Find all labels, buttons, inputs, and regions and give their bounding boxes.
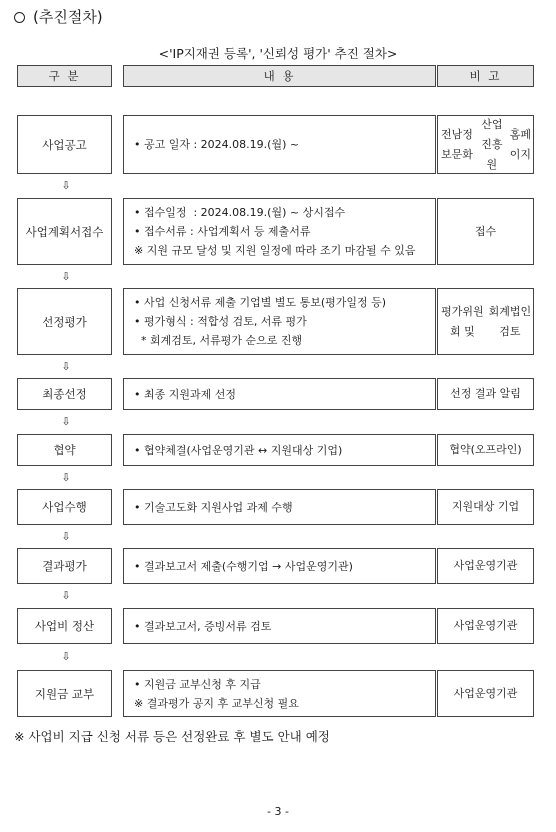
content-line: ※ 지원 규모 달성 및 지원 일정에 따라 조기 마감될 수 있음 xyxy=(134,244,416,257)
text-line: 결과평가 xyxy=(42,559,87,573)
content-line: • 지원금 교부신청 후 지급 xyxy=(134,677,261,691)
circle-bullet-icon xyxy=(14,12,25,23)
content-line: • 결과보고서, 증빙서류 검토 xyxy=(134,619,272,633)
text-line: 최종선정 xyxy=(42,387,87,401)
step-content xyxy=(123,288,436,355)
step-content xyxy=(123,489,436,525)
down-arrow-icon: ⇩ xyxy=(61,470,71,484)
step-content xyxy=(123,608,436,644)
text-line: 산업진흥원 xyxy=(481,117,503,171)
step-label xyxy=(17,434,112,466)
content-line: • 협약체결(사업운영기관 ↔ 지원대상 기업) xyxy=(134,443,343,457)
page-number: - 3 - xyxy=(267,805,289,818)
content-line: • 사업 신청서류 제출 기업별 별도 통보(평가일정 등) xyxy=(134,296,387,309)
content-line: • 기술고도화 지원사업 과제 수행 xyxy=(134,500,293,514)
step-label xyxy=(17,489,112,525)
step-note xyxy=(437,489,534,525)
footnote: ※ 사업비 지급 신청 서류 등은 선정완료 후 별도 안내 예정 xyxy=(14,729,330,744)
step-note xyxy=(437,288,534,355)
section-title: (추진절차) xyxy=(14,6,103,27)
content-line: • 평가형식 : 적합성 검토, 서류 평가 xyxy=(134,315,307,328)
step-content xyxy=(123,378,436,410)
text-line: 전남정보문화 xyxy=(441,127,473,161)
content-line: • 최종 지원과제 선정 xyxy=(134,387,236,401)
text-line: 지원대상 기업 xyxy=(451,500,520,513)
step-content xyxy=(123,434,436,466)
content-line: ※ 결과평가 공지 후 교부신청 필요 xyxy=(134,696,299,710)
down-arrow-icon: ⇩ xyxy=(61,179,71,192)
down-arrow-icon: ⇩ xyxy=(61,529,71,543)
down-arrow-icon: ⇩ xyxy=(61,359,71,373)
text-line: 사업운영기관 xyxy=(453,686,518,700)
header-category: 구 분 xyxy=(17,65,112,87)
down-arrow-icon: ⇩ xyxy=(61,589,71,602)
text-line: 사업수행 xyxy=(42,500,87,514)
content-line: • 결과보고서 제출(수행기업 → 사업운영기관) xyxy=(134,559,353,573)
step-label xyxy=(17,670,112,717)
text-line: 사업공고 xyxy=(42,137,87,152)
text-line: 지원금 교부 xyxy=(34,686,95,701)
content-line: • 접수일정 : 2024.08.19.(월) ~ 상시접수 xyxy=(134,206,346,219)
text-line: 사업계획서 xyxy=(25,224,82,239)
text-line: 홈페이지 xyxy=(509,127,531,161)
step-label xyxy=(17,288,112,355)
text-line: 사업운영기관 xyxy=(453,619,518,632)
step-note xyxy=(437,548,534,584)
text-line: 회계법인검토 xyxy=(488,304,532,338)
header-remarks: 비 고 xyxy=(437,65,534,87)
text-line: 접수 xyxy=(474,224,497,238)
content-line: • 공고 일자 : 2024.08.19.(월) ~ xyxy=(134,138,300,151)
step-note xyxy=(437,434,534,466)
step-note xyxy=(437,378,534,410)
step-content xyxy=(123,548,436,584)
step-content xyxy=(123,198,436,265)
down-arrow-icon: ⇩ xyxy=(61,650,71,663)
step-label xyxy=(17,115,112,174)
text-line: 선정평가 xyxy=(42,314,87,329)
content-line: • 접수서류 : 사업계획서 등 제출서류 xyxy=(134,225,311,238)
step-label xyxy=(17,608,112,644)
step-note xyxy=(437,198,534,265)
text-line: 협약(오프라인) xyxy=(449,443,522,456)
text-line: 협약 xyxy=(53,443,76,457)
step-label xyxy=(17,198,112,265)
step-note xyxy=(437,670,534,717)
step-note xyxy=(437,608,534,644)
content-line: * 회계검토, 서류평가 순으로 진행 xyxy=(134,334,303,347)
down-arrow-icon: ⇩ xyxy=(61,415,71,428)
text-line: 사업운영기관 xyxy=(453,559,518,572)
step-note xyxy=(437,115,534,174)
text-line: 평가위원회 및 xyxy=(441,304,484,338)
text-line: 선정 결과 알림 xyxy=(450,387,521,400)
step-label xyxy=(17,378,112,410)
text-line: 사업비 정산 xyxy=(34,619,95,633)
step-content xyxy=(123,670,436,717)
header-content: 내 용 xyxy=(123,65,436,87)
step-content xyxy=(123,115,436,174)
text-line: 접수 xyxy=(81,224,104,239)
table-title: <'IP지재권 등록', '신뢰성 평가' 추진 절차> xyxy=(158,46,398,61)
down-arrow-icon: ⇩ xyxy=(61,269,71,283)
step-label xyxy=(17,548,112,584)
